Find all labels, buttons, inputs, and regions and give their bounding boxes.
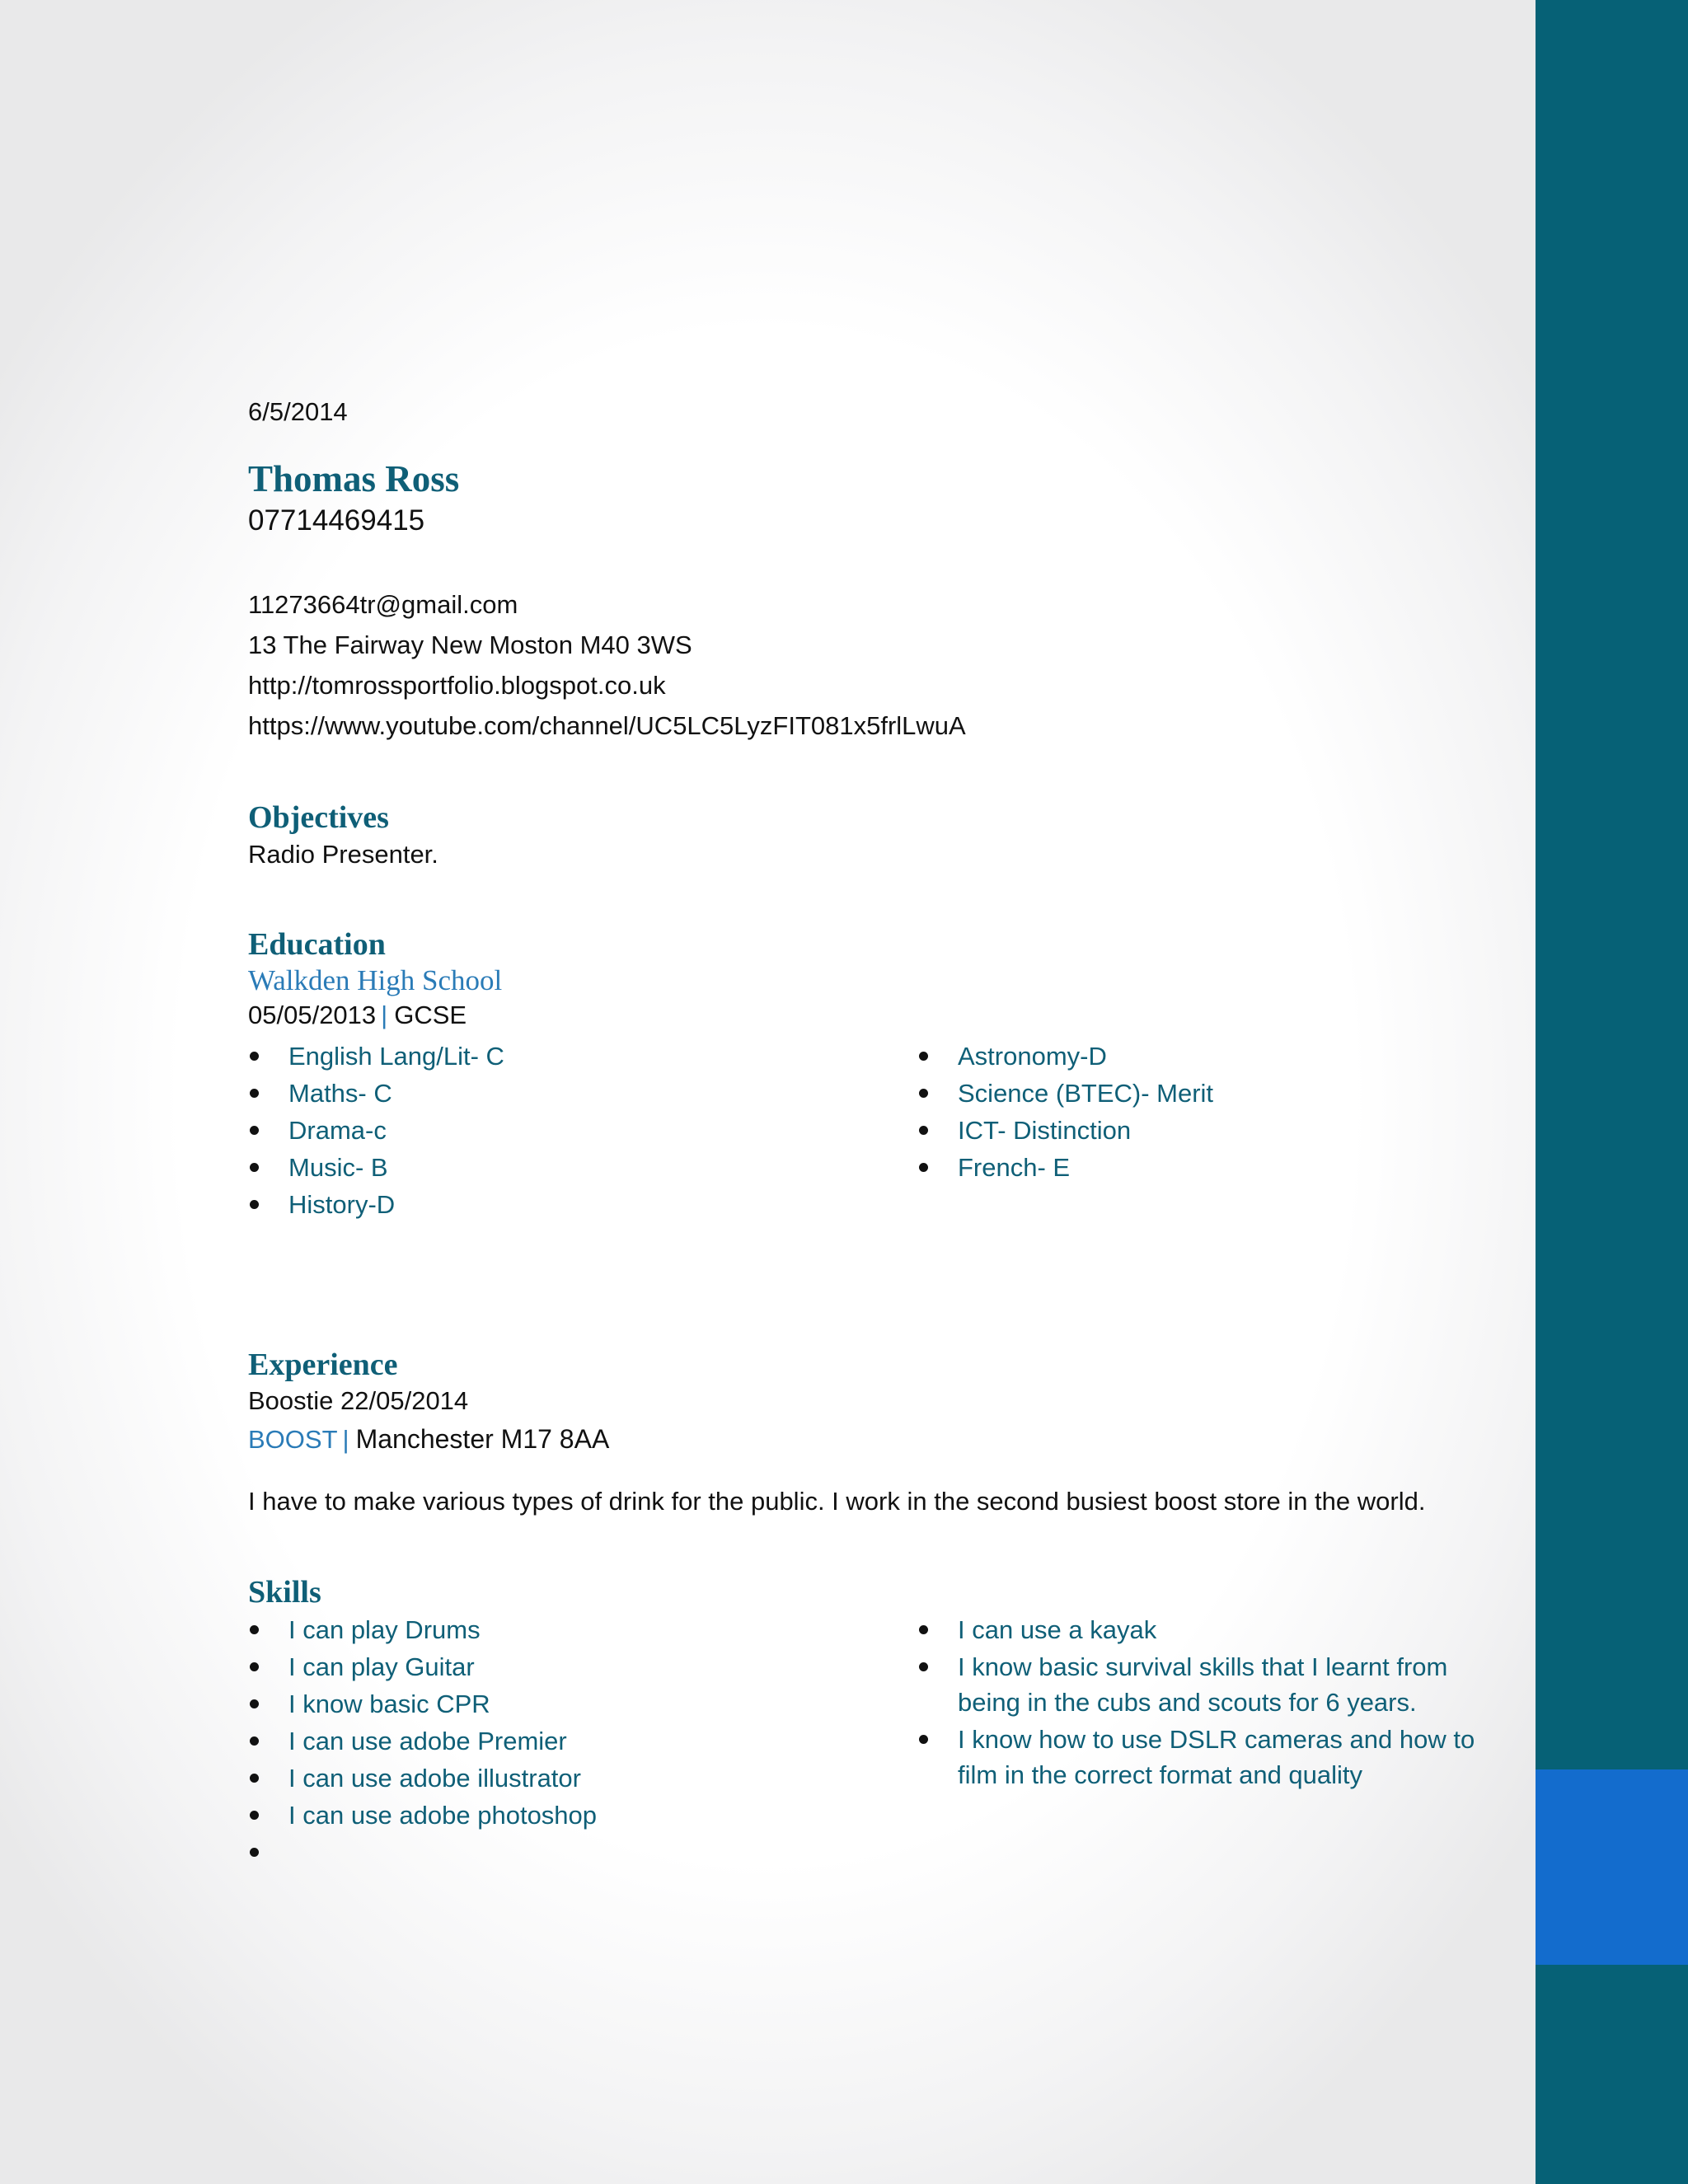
postal-address: 13 The Fairway New Moston M40 3WS [248,630,692,659]
list-item: Astronomy-D [917,1038,1213,1075]
list-item: ICT- Distinction [917,1112,1213,1149]
grades-list-left [248,1038,504,1223]
school-name: Walkden High School [248,964,503,996]
education-heading: Education [248,927,386,962]
objectives-heading: Objectives [248,800,389,835]
skills-list-right [917,1612,1493,1793]
sidebar-accent-block [1536,1769,1688,1965]
list-item: I can play Drums [248,1612,597,1649]
skills-list-left [248,1612,597,1872]
experience-heading: Experience [248,1347,398,1382]
list-item: I can use adobe photoshop [248,1797,597,1835]
qualification: GCSE [394,1001,467,1029]
list-item: Science (BTEC)- Merit [917,1075,1213,1112]
skills-heading: Skills [248,1575,321,1610]
list-item: Drama-c [248,1112,504,1149]
list-item: Maths- C [248,1075,504,1112]
list-item: I can use adobe Premier [248,1723,597,1760]
education-date: 05/05/2013 [248,1001,377,1029]
list-item: I can use adobe illustrator [248,1760,597,1797]
list-item [248,1835,597,1872]
list-item: French- E [917,1149,1213,1186]
list-item: I know basic CPR [248,1686,597,1723]
list-item: I know basic survival skills that I learnt from being in the cubs and scouts for 6 years. [917,1649,1493,1720]
objectives-text: Radio Presenter. [248,840,438,869]
list-item: History-D [248,1186,504,1223]
resume-page [248,0,1517,2184]
experience-role-date: Boostie 22/05/2014 [248,1386,469,1415]
list-item: Music- B [248,1149,504,1186]
experience-company-line [248,1424,609,1455]
separator-bar: | [381,1001,388,1029]
company-name: BOOST [248,1425,338,1454]
blog-link[interactable]: http://tomrossportfolio.blogspot.co.uk [248,671,666,700]
grades-list-right [917,1038,1213,1186]
list-item: I can use a kayak [917,1612,1493,1649]
phone-number: 07714469415 [248,504,425,537]
company-location: Manchester M17 8AA [355,1424,610,1454]
document-date: 6/5/2014 [248,397,348,426]
experience-description: I have to make various types of drink for the public. I work in the second busiest boost store in the world. [248,1487,1426,1516]
email-address: 11273664tr@gmail.com [248,590,518,619]
youtube-link[interactable]: https://www.youtube.com/channel/UC5LC5LyzFIT081x5frlLwuA [248,711,966,740]
separator-bar: | [342,1425,349,1454]
candidate-name: Thomas Ross [248,458,460,499]
list-item: I know how to use DSLR cameras and how to film in the correct format and quality [917,1722,1493,1793]
list-item: English Lang/Lit- C [248,1038,504,1075]
education-line [248,1001,467,1030]
list-item: I can play Guitar [248,1649,597,1686]
